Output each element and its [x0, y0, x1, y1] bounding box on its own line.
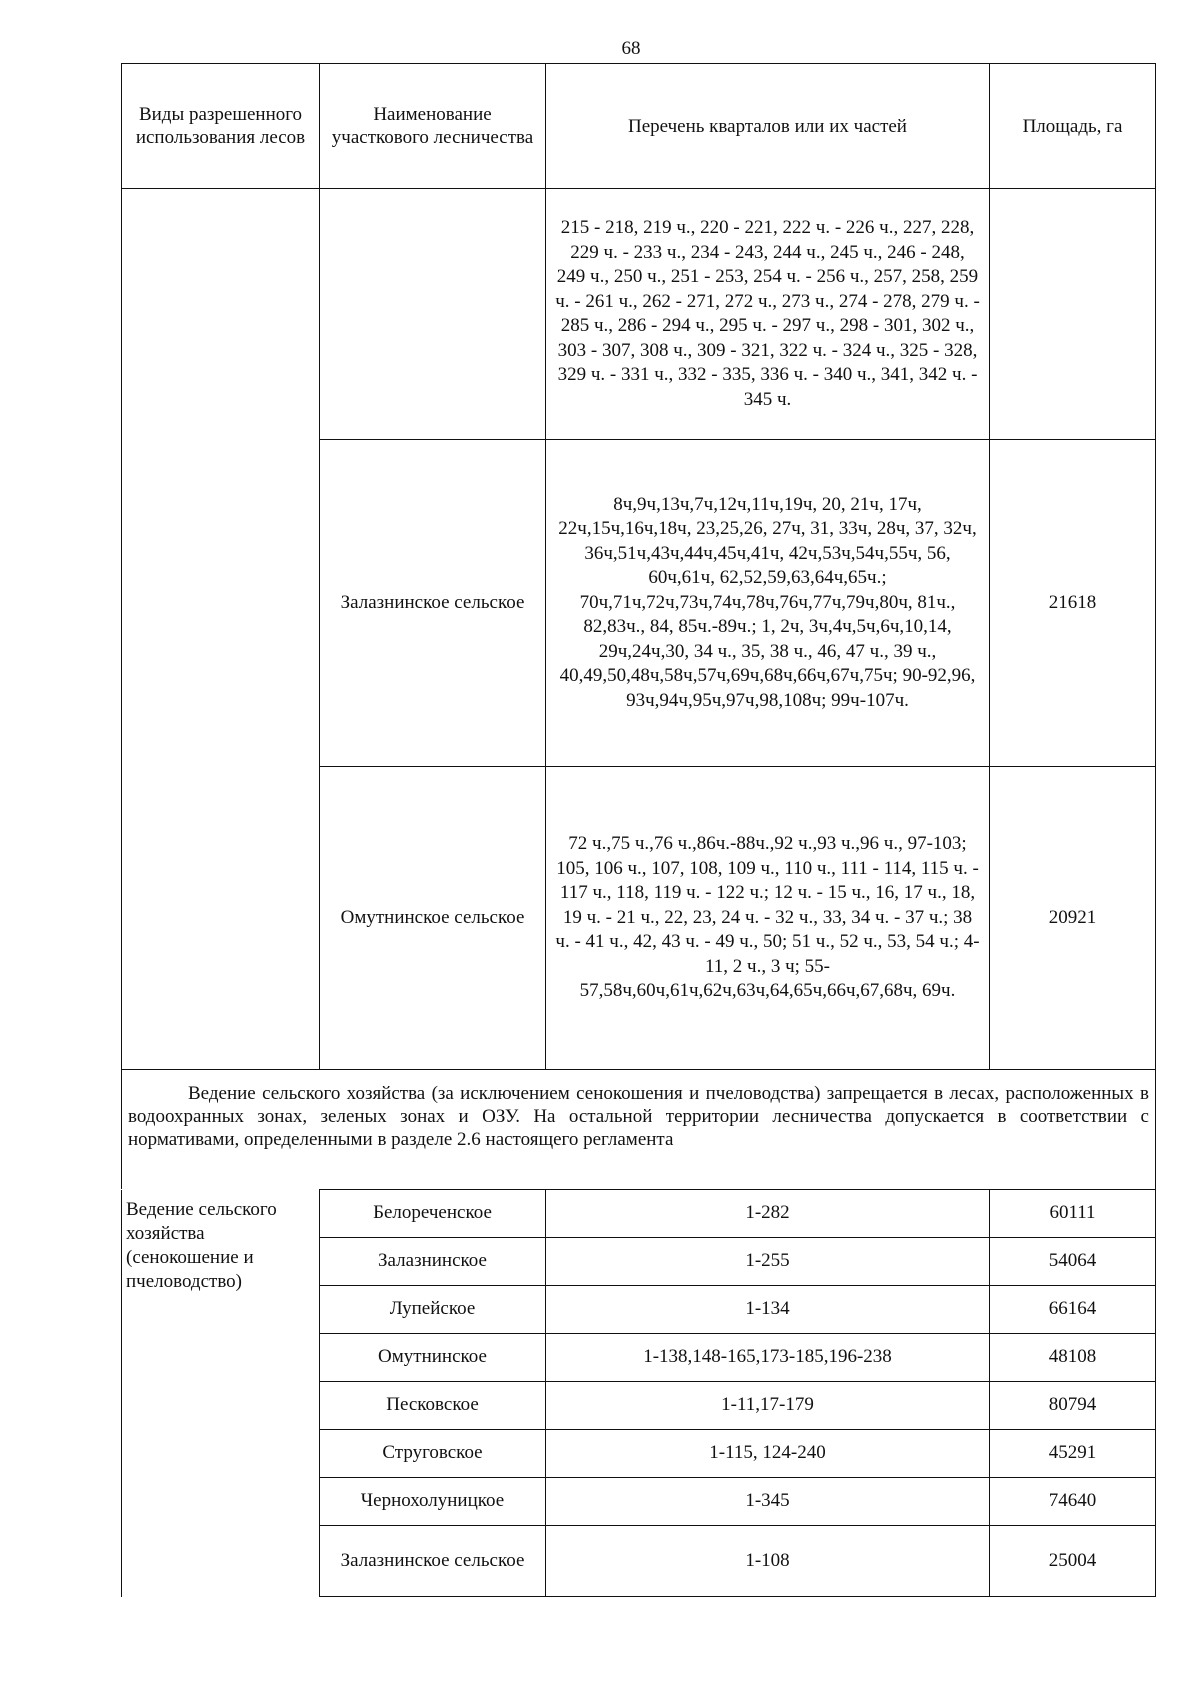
use-kind-cell-empty: [122, 189, 320, 1070]
page-number: 68: [621, 38, 641, 59]
header-area: Площадь, га: [990, 64, 1156, 189]
district-cell: Белореченское: [320, 1190, 546, 1238]
lower-table: [121, 1189, 1156, 1597]
area-cell: 60111: [990, 1190, 1156, 1238]
area-cell: 20921: [990, 767, 1156, 1070]
quarters-cell: 8ч,9ч,13ч,7ч,12ч,11ч,19ч, 20, 21ч, 17ч, 22ч,15ч,16ч,18ч, 23,25,26, 27ч, 31, 33ч, 28ч, 37, 32ч, 36ч,51ч,43ч,44ч,45ч,41ч, 42ч,53ч,54ч,55ч, 56, 60ч,61ч, 62,52,59,63,64ч,65ч.; 70ч,71ч,72ч,73ч,74ч,78ч,76ч,77ч,79ч,80ч, 81ч., 82,83ч., 84, 85ч.-89ч.; 1, 2ч, 3ч,4ч,5ч,6ч,10,14, 29ч,24ч,30, 34 ч., 35, 38 ч., 46, 47 ч., 39 ч., 40,49,50,48ч,58ч,57ч,69ч,68ч,66ч,67ч,75ч; 90-92,96, 93ч,94ч,95ч,97ч,98,108ч; 99ч-107ч.: [546, 440, 990, 767]
quarters-cell: 1-255: [546, 1238, 990, 1286]
district-cell: Омутнинское сельское: [320, 767, 546, 1070]
district-cell: Залазнинское сельское: [320, 440, 546, 767]
agriculture-note: [122, 1070, 1156, 1190]
header-use-kind: Виды разрешенного использования лесов: [122, 64, 320, 189]
area-cell: 66164: [990, 1286, 1156, 1334]
table-row: [122, 189, 1156, 440]
area-cell: 54064: [990, 1238, 1156, 1286]
district-cell: Песковское: [320, 1382, 546, 1430]
quarters-cell: 1-282: [546, 1190, 990, 1238]
header-quarters: Перечень кварталов или их частей: [546, 64, 990, 189]
district-cell: Залазнинское: [320, 1238, 546, 1286]
quarters-cell: 72 ч.,75 ч.,76 ч.,86ч.-88ч.,92 ч.,93 ч.,96 ч., 97-103; 105, 106 ч., 107, 108, 109 ч., 110 ч., 111 - 114, 115 ч. - 117 ч., 118, 119 ч. - 122 ч.; 12 ч. - 15 ч., 16, 17 ч., 18, 19 ч. - 21 ч., 22, 23, 24 ч. - 32 ч., 33, 34 ч. - 37 ч.; 38 ч. - 41 ч., 42, 43 ч. - 49 ч., 50; 51 ч., 52 ч., 53, 54 ч.; 4-11, 2 ч., 3 ч; 55-57,58ч,60ч,61ч,62ч,63ч,64,65ч,66ч,67,68ч, 69ч.: [546, 767, 990, 1070]
table-row: [122, 1190, 1156, 1238]
note-text: Ведение сельского хозяйства (за исключением сенокошения и пчеловодства) запрещается в лесах, расположенных в водоохранных зонах, зеленых зонах и ОЗУ. На остальной территории лесничества допускается в соответствии с нормативами, определенными в разделе 2.6 настоящего регламента: [128, 1083, 1149, 1150]
quarters-cell: 1-134: [546, 1286, 990, 1334]
district-cell: Лупейское: [320, 1286, 546, 1334]
district-cell: Омутнинское: [320, 1334, 546, 1382]
quarters-cell: 215 - 218, 219 ч., 220 - 221, 222 ч. - 226 ч., 227, 228, 229 ч. - 233 ч., 234 - 243, 244 ч., 245 ч., 246 - 248, 249 ч., 250 ч., 251 - 253, 254 ч. - 256 ч., 257, 258, 259 ч. - 261 ч., 262 - 271, 272 ч., 273 ч., 274 - 278, 279 ч. - 285 ч., 286 - 294 ч., 295 ч. - 297 ч., 298 - 301, 302 ч., 303 - 307, 308 ч., 309 - 321, 322 ч. - 324 ч., 325 - 328, 329 ч. - 331 ч., 332 - 335, 336 ч. - 340 ч., 341, 342 ч. - 345 ч.: [546, 189, 990, 440]
district-cell: [320, 189, 546, 440]
quarters-cell: 1-345: [546, 1478, 990, 1526]
note-row: [122, 1070, 1156, 1190]
area-cell: 45291: [990, 1430, 1156, 1478]
district-cell: Чернохолуницкое: [320, 1478, 546, 1526]
area-cell: 80794: [990, 1382, 1156, 1430]
area-cell: 21618: [990, 440, 1156, 767]
header-row: [122, 64, 1156, 189]
header-district: Наименование участкового лесничества: [320, 64, 546, 189]
use-kind-cell: Ведение сельского хозяйства (сенокошение и пчеловодство): [122, 1190, 320, 1597]
quarters-cell: 1-108: [546, 1526, 990, 1597]
forest-use-table: [121, 63, 1155, 1597]
district-cell: Залазнинское сельское: [320, 1526, 546, 1597]
area-cell: 74640: [990, 1478, 1156, 1526]
quarters-cell: 1-138,148-165,173-185,196-238: [546, 1334, 990, 1382]
district-cell: Струговское: [320, 1430, 546, 1478]
quarters-cell: 1-11,17-179: [546, 1382, 990, 1430]
quarters-cell: 1-115, 124-240: [546, 1430, 990, 1478]
area-cell: 25004: [990, 1526, 1156, 1597]
area-cell: [990, 189, 1156, 440]
upper-table: [121, 63, 1156, 1189]
area-cell: 48108: [990, 1334, 1156, 1382]
